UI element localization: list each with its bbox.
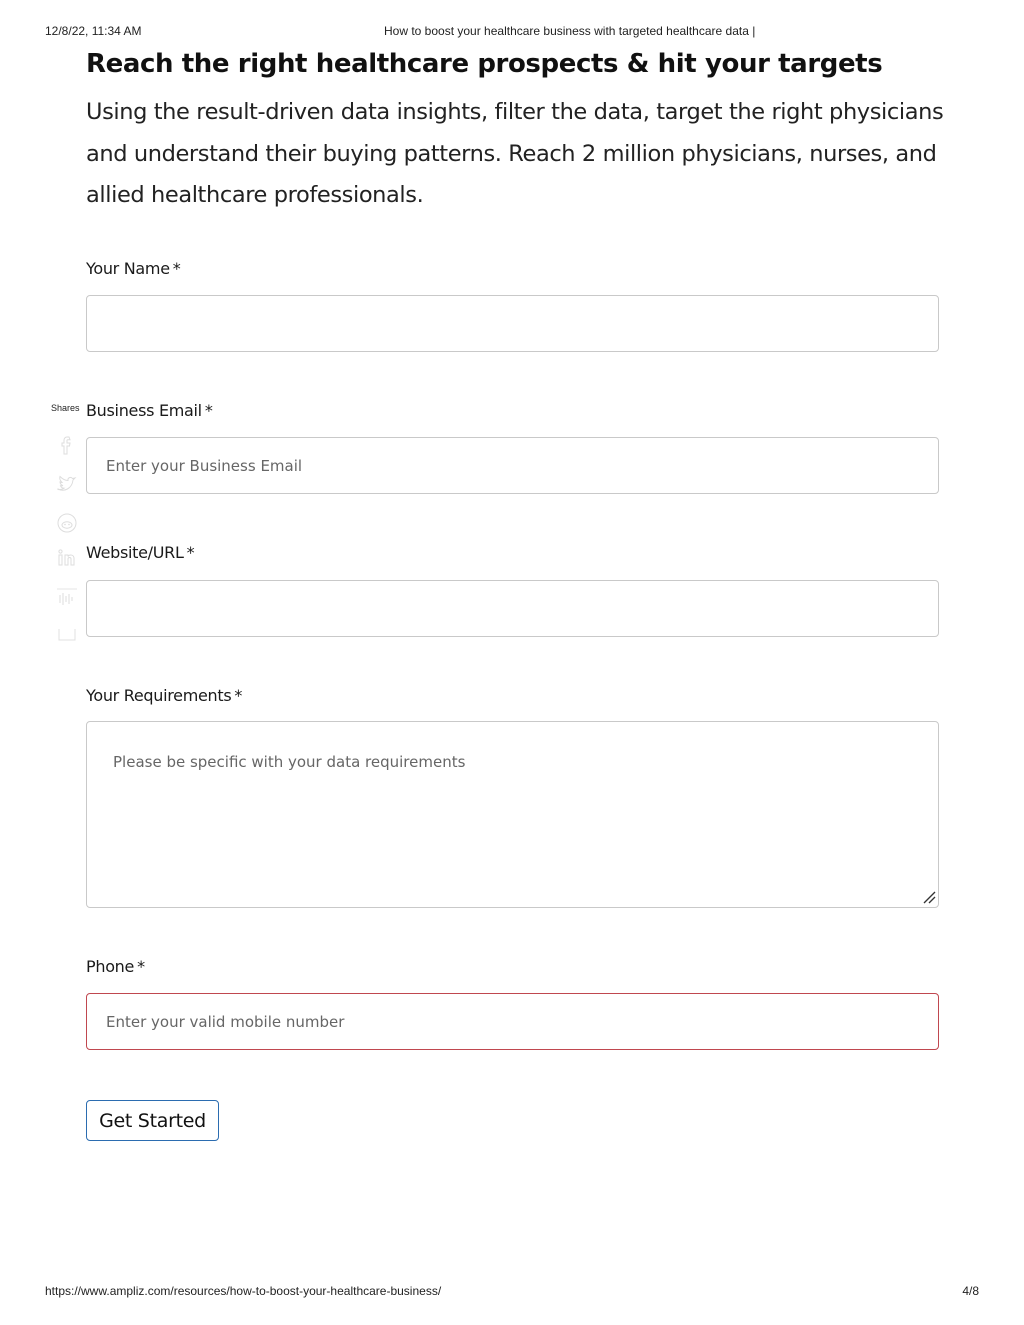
website-label-text: Website/URL bbox=[86, 543, 184, 562]
name-label bbox=[86, 258, 180, 280]
twitter-icon[interactable] bbox=[55, 472, 79, 496]
print-document-title: How to boost your healthcare business with targeted healthcare data | bbox=[384, 24, 756, 38]
facebook-icon[interactable] bbox=[55, 433, 79, 457]
name-input[interactable] bbox=[86, 295, 939, 352]
website-url-input[interactable] bbox=[86, 580, 939, 637]
page-heading: Reach the right healthcare prospects & hit your targets bbox=[86, 49, 883, 79]
requirements-label-text: Your Requirements bbox=[86, 686, 232, 705]
required-mark: * bbox=[186, 543, 195, 562]
phone-label bbox=[86, 956, 145, 978]
get-started-button[interactable]: Get Started bbox=[86, 1100, 219, 1141]
name-label-text: Your Name bbox=[86, 259, 170, 278]
phone-input[interactable] bbox=[86, 993, 939, 1050]
phone-label-text: Phone bbox=[86, 957, 135, 976]
required-mark: * bbox=[234, 686, 243, 705]
website-label bbox=[86, 542, 194, 564]
email-label-text: Business Email bbox=[86, 401, 202, 420]
print-footer bbox=[0, 1284, 1024, 1304]
email-label bbox=[86, 400, 213, 422]
required-mark: * bbox=[172, 259, 181, 278]
linkedin-icon[interactable] bbox=[55, 546, 79, 570]
print-header bbox=[0, 24, 1024, 44]
share-label: Shares bbox=[51, 403, 80, 413]
email-icon[interactable] bbox=[55, 622, 79, 646]
required-mark: * bbox=[137, 957, 145, 976]
intro-paragraph: Using the result-driven data insights, filter the data, target the right physicians and understand their buying patterns. Reach 2 million physicians, nurses, and allied healthcare professionals. bbox=[86, 99, 944, 208]
required-mark: * bbox=[204, 401, 213, 420]
whatsapp-icon[interactable] bbox=[55, 587, 79, 611]
business-email-input[interactable] bbox=[86, 437, 939, 494]
print-date: 12/8/22, 11:34 AM bbox=[45, 24, 142, 38]
requirements-textarea[interactable] bbox=[86, 721, 939, 908]
resize-handle-icon[interactable] bbox=[922, 890, 936, 904]
requirements-label bbox=[86, 685, 242, 707]
reddit-icon[interactable] bbox=[55, 511, 79, 535]
print-url: https://www.ampliz.com/resources/how-to-boost-your-healthcare-business/ bbox=[45, 1284, 442, 1298]
page-number: 4/8 bbox=[962, 1284, 979, 1298]
